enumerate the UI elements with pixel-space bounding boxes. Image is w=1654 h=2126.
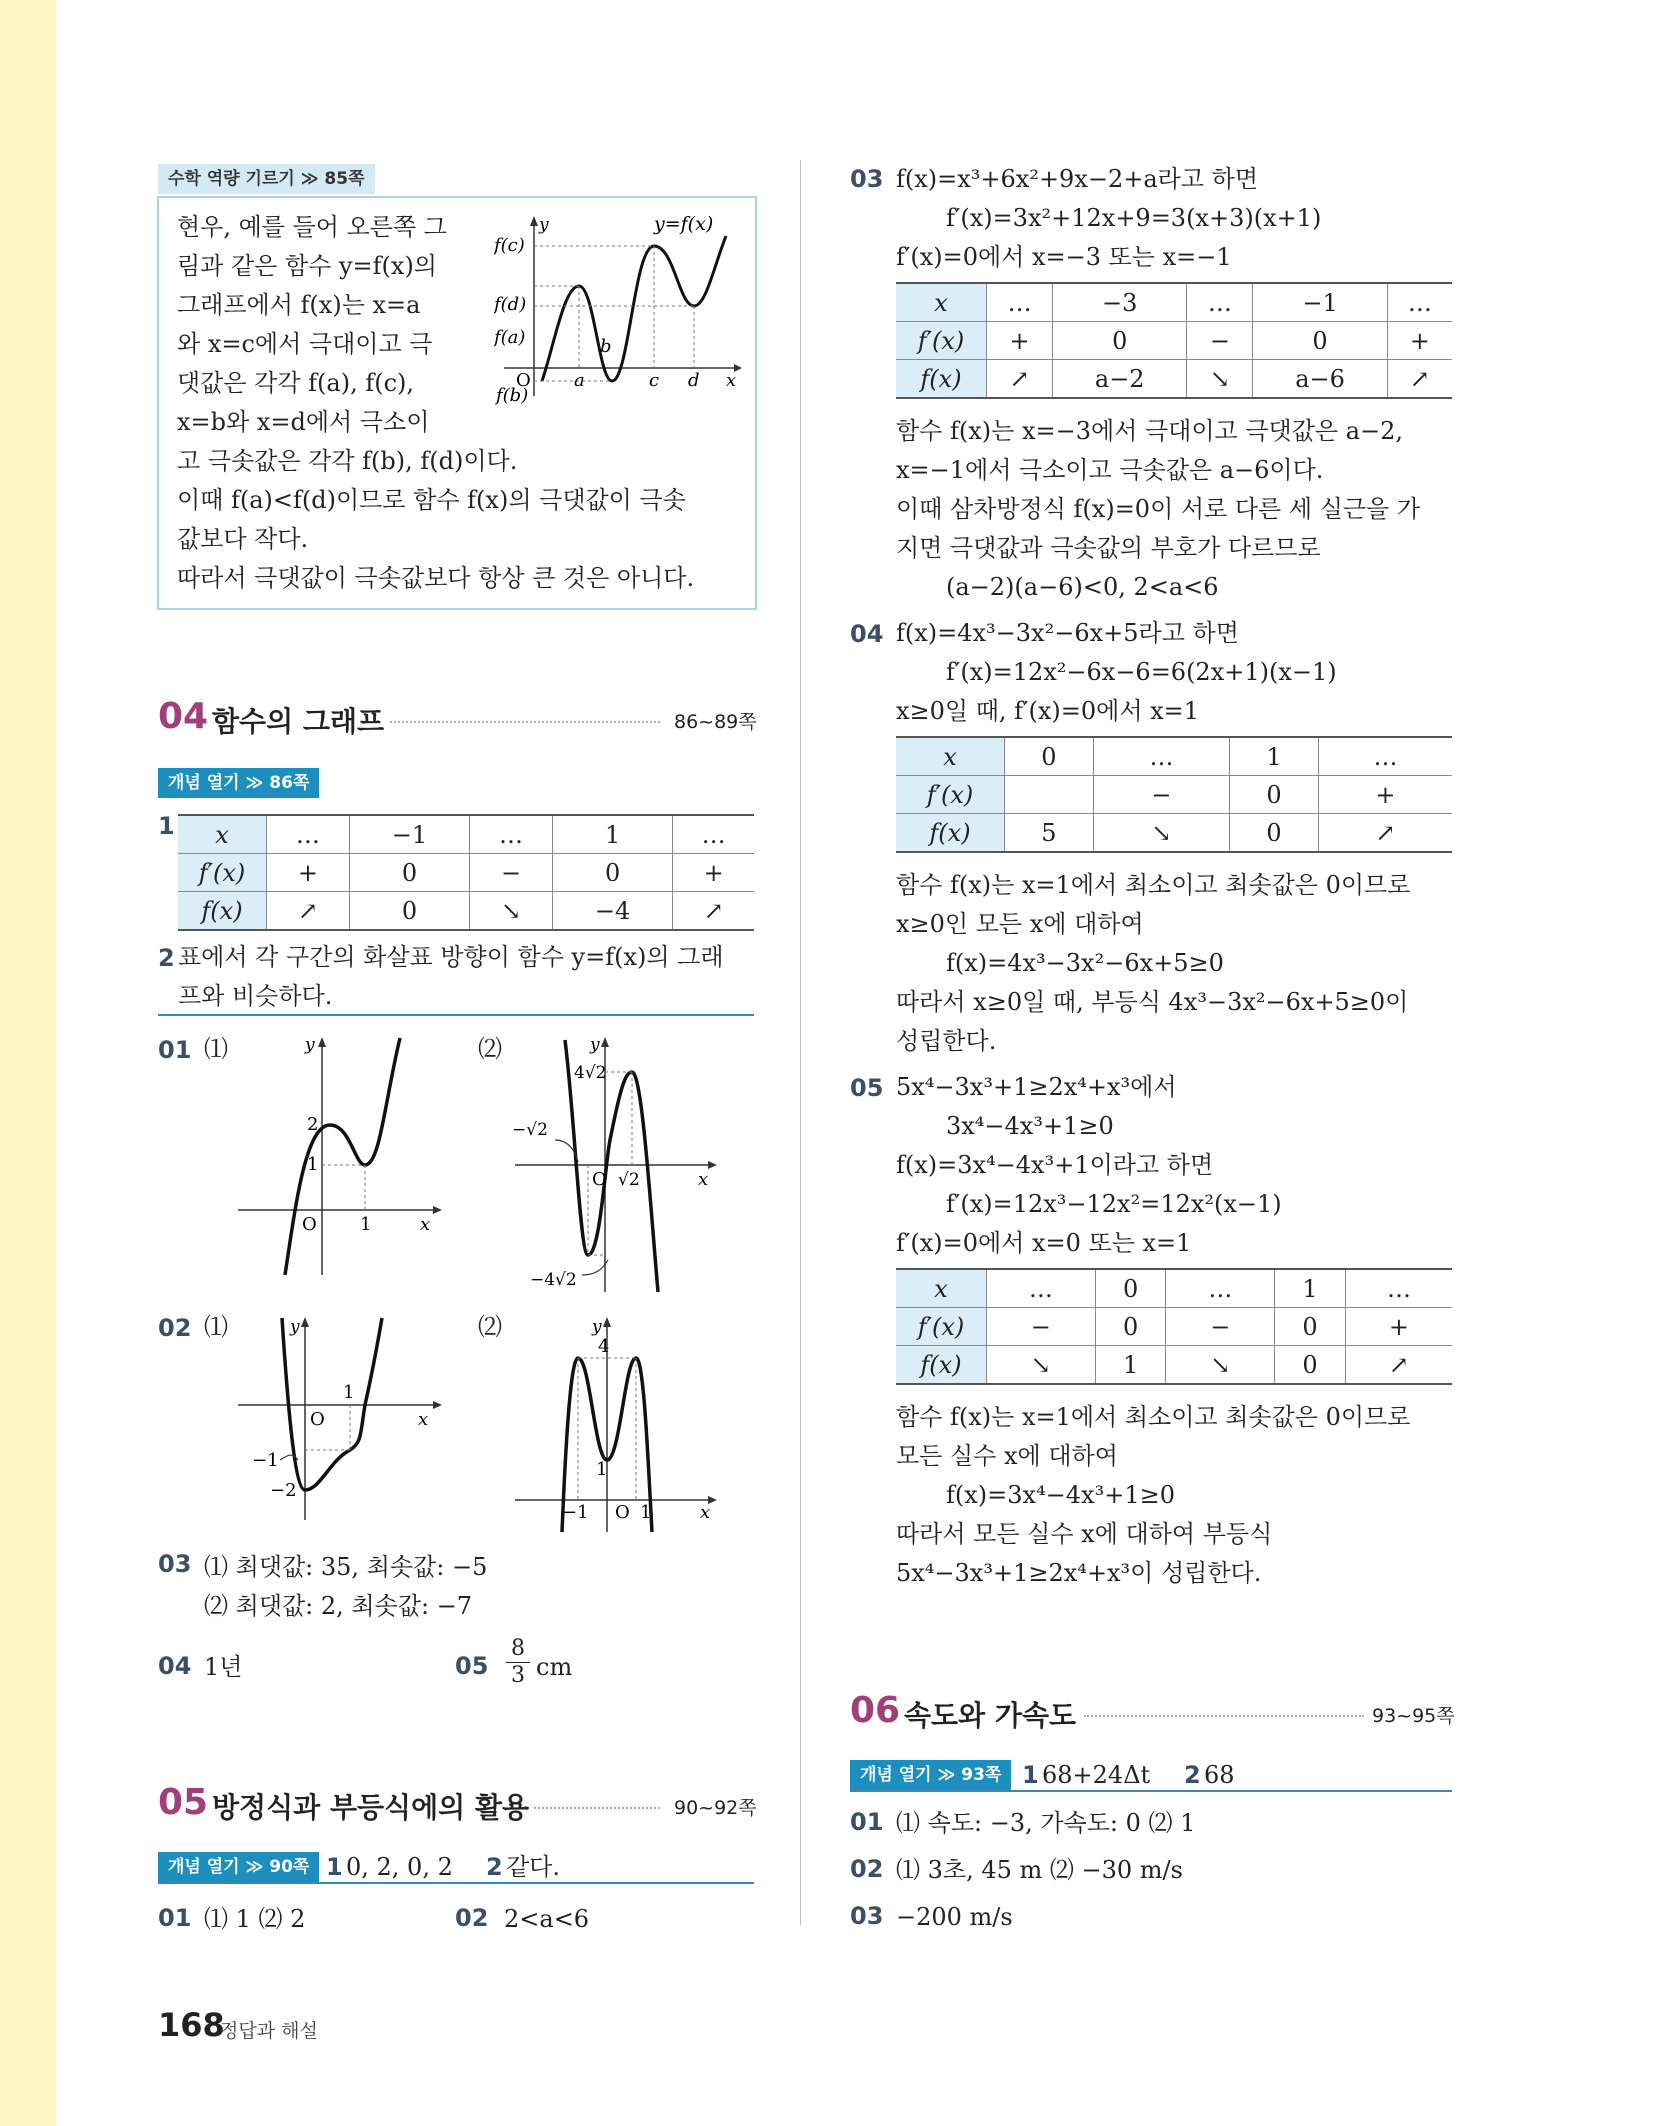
sec05-item2-number: 2 xyxy=(486,1853,503,1881)
sec06-answer-02: ⑴ 3초, 45 m ⑵ −30 m/s xyxy=(896,1856,1183,1884)
graph-label-fb: f(b) xyxy=(496,385,529,406)
sec05-item2: 같다. xyxy=(506,1853,560,1881)
t04-r0c1: 0 xyxy=(1005,737,1094,776)
g01b-r2: √2 xyxy=(618,1170,640,1190)
r03-line-1: f(x)=x³+6x²+9x−2+a라고 하면 xyxy=(896,165,1259,193)
section-06-tag: 개념 열기 ≫ 93쪽 xyxy=(850,1760,1011,1790)
g01b-origin: O xyxy=(592,1169,607,1190)
box-line-5: 댓값은 각각 f(a), f(c), xyxy=(177,369,415,397)
item-2-line-1: 표에서 각 구간의 화살표 방향이 함수 y=f(x)의 그래 xyxy=(178,943,724,971)
section-06-title: 속도와 가속도 xyxy=(904,1699,1077,1732)
t04-r1c3: 0 xyxy=(1230,776,1319,814)
graph-label-d: d xyxy=(688,370,700,391)
box-line-8: 이때 f(a)<f(d)이므로 함수 f(x)의 극댓값이 극솟 xyxy=(177,486,686,514)
t04-r2c2: ↘ xyxy=(1093,814,1229,853)
sec06-problem-03-number: 03 xyxy=(850,1902,884,1930)
r05b-line-3: f(x)=3x⁴−4x³+1≥0 xyxy=(946,1481,1175,1509)
graph-01-1 xyxy=(230,1030,450,1280)
g02a-one: 1 xyxy=(343,1382,355,1403)
graph-label-func: y=f(x) xyxy=(654,213,714,235)
sec05-answer-01: ⑴ 1 ⑵ 2 xyxy=(204,1905,306,1933)
g01a-one: 1 xyxy=(307,1154,319,1175)
sec05-item1: 0, 2, 0, 2 xyxy=(346,1853,453,1881)
t05-r1c5: + xyxy=(1345,1308,1452,1346)
t04-r0c4: … xyxy=(1318,737,1452,776)
t1-r0c5: … xyxy=(673,815,754,854)
r03b-line-2: x=−1에서 극소이고 극솟값은 a−6이다. xyxy=(896,456,1324,484)
sec05-answer-02: 2<a<6 xyxy=(504,1905,590,1933)
page-number: 168 xyxy=(158,2006,225,2044)
r05b-line-5: 5x⁴−3x³+1≥2x⁴+x³이 성립한다. xyxy=(896,1559,1262,1587)
sec06-answer-03: −200 m/s xyxy=(896,1903,1013,1931)
t1-r1c1: + xyxy=(267,854,350,892)
graph-label-fd: f(d) xyxy=(494,294,527,315)
sec06-problem-02-number: 02 xyxy=(850,1855,884,1883)
increase-decrease-table-05 xyxy=(896,1268,1452,1385)
increase-decrease-table-03 xyxy=(896,282,1452,399)
t1-r0c2: −1 xyxy=(349,815,469,854)
t05-r2c4: 0 xyxy=(1275,1346,1346,1385)
sec06-answer-01: ⑴ 속도: −3, 가속도: 0 ⑵ 1 xyxy=(896,1809,1196,1837)
g02b-y: y xyxy=(592,1317,602,1337)
graph-01-2 xyxy=(510,1030,725,1295)
r05b-line-1: 함수 f(x)는 x=1에서 최소이고 최솟값은 0이므로 xyxy=(896,1403,1411,1431)
t03-r1c1: + xyxy=(987,322,1053,360)
g01a-x1: 1 xyxy=(360,1214,372,1235)
problem-05-number: 05 xyxy=(455,1652,489,1680)
t03-r2c3: ↘ xyxy=(1187,360,1253,399)
g02a-y: y xyxy=(290,1317,300,1337)
answer-03-2: ⑵ 최댓값: 2, 최솟값: −7 xyxy=(204,1592,473,1620)
graph-02-2 xyxy=(510,1310,725,1535)
r05b-line-4: 따라서 모든 실수 x에 대하여 부등식 xyxy=(896,1520,1273,1548)
box-line-2: 림과 같은 함수 y=f(x)의 xyxy=(177,252,437,280)
explanation-box xyxy=(157,196,757,610)
t1-r2c5: ↗ xyxy=(673,892,754,931)
section-04-tag: 개념 열기 ≫ 86쪽 xyxy=(158,768,319,798)
t04-r1c0: f′(x) xyxy=(896,776,1005,814)
g01a-x: x xyxy=(420,1214,431,1235)
t03-r1c3: − xyxy=(1187,322,1253,360)
t04-r2c4: ↗ xyxy=(1318,814,1452,853)
graph-label-a: a xyxy=(574,370,585,391)
g02a-m1: −1 xyxy=(252,1450,279,1471)
sec06-item2: 68 xyxy=(1204,1761,1235,1789)
graph-label-c: c xyxy=(649,370,660,391)
box-line-6: x=b와 x=d에서 극소이 xyxy=(177,408,430,436)
t05-r2c3: ↘ xyxy=(1166,1346,1275,1385)
footer-label: 정답과 해설 xyxy=(220,2020,318,2042)
box-tag: 수학 역량 기르기 ≫ 85쪽 xyxy=(158,164,375,194)
r05-line-1: 5x⁴−3x³+1≥2x⁴+x³에서 xyxy=(896,1073,1177,1101)
t03-r1c4: 0 xyxy=(1253,322,1387,360)
t05-r1c1: − xyxy=(987,1308,1096,1346)
answer-05-unit: cm xyxy=(536,1653,573,1681)
t1-r2c3: ↘ xyxy=(470,892,553,931)
t05-r2c2: 1 xyxy=(1095,1346,1166,1385)
g01a-y: y xyxy=(305,1035,315,1055)
item-2-line-2: 프와 비슷하다. xyxy=(178,982,333,1010)
g02b-m1: −1 xyxy=(562,1502,589,1523)
r04-line-2: f′(x)=12x²−6x−6=6(2x+1)(x−1) xyxy=(946,658,1337,686)
problem-01-sub2: ⑵ xyxy=(478,1035,502,1063)
t04-r2c0: f(x) xyxy=(896,814,1005,853)
extrema-graph xyxy=(494,206,754,406)
graph-label-origin: O xyxy=(516,370,531,391)
section-06-rule xyxy=(850,1790,1452,1792)
sec05-item1-number: 1 xyxy=(326,1853,343,1881)
r04-line-1: f(x)=4x³−3x²−6x+5라고 하면 xyxy=(896,619,1239,647)
section-06-number: 06 xyxy=(850,1690,901,1731)
fraction-numerator: 8 xyxy=(511,1636,525,1661)
r04b-line-2: x≥0인 모든 x에 대하여 xyxy=(896,910,1144,938)
sec06-item1-number: 1 xyxy=(1022,1761,1039,1789)
t1-r2c4: −4 xyxy=(552,892,672,931)
r04b-line-5: 성립한다. xyxy=(896,1027,997,1055)
t03-r0c5: … xyxy=(1387,283,1452,322)
sec06-problem-01-number: 01 xyxy=(850,1808,884,1836)
answer-04: 1년 xyxy=(204,1653,243,1681)
g02a-x: x xyxy=(418,1409,429,1430)
t1-r1c2: 0 xyxy=(349,854,469,892)
section-05-rule xyxy=(158,1882,754,1884)
r05-line-5: f′(x)=0에서 x=0 또는 x=1 xyxy=(896,1229,1192,1257)
box-line-1: 현우, 예를 들어 오른쪽 그 xyxy=(177,213,447,241)
r03-line-2: f′(x)=3x²+12x+9=3(x+3)(x+1) xyxy=(946,204,1322,232)
t03-r0c1: … xyxy=(987,283,1053,322)
section-05-dots xyxy=(534,1807,660,1809)
item-2-number: 2 xyxy=(158,944,175,972)
t03-r2c2: a−2 xyxy=(1053,360,1187,399)
r04-line-3: x≥0일 때, f′(x)=0에서 x=1 xyxy=(896,697,1200,725)
problem-02-number: 02 xyxy=(158,1314,192,1342)
r03b-line-1: 함수 f(x)는 x=−3에서 극대이고 극댓값은 a−2, xyxy=(896,417,1404,445)
problem-01-number: 01 xyxy=(158,1036,192,1064)
t03-r2c1: ↗ xyxy=(987,360,1053,399)
sec06-item1: 68+24Δt xyxy=(1042,1761,1151,1789)
box-line-4: 와 x=c에서 극대이고 극 xyxy=(177,330,433,358)
graph-label-y: y xyxy=(539,215,549,235)
section-04-number: 04 xyxy=(158,696,209,737)
t03-r0c3: … xyxy=(1187,283,1253,322)
section-04-dots xyxy=(390,721,660,723)
t05-r1c4: 0 xyxy=(1275,1308,1346,1346)
r-problem-05-number: 05 xyxy=(850,1074,884,1102)
t1-r0c4: 1 xyxy=(552,815,672,854)
r05-line-3: f(x)=3x⁴−4x³+1이라고 하면 xyxy=(896,1151,1214,1179)
t05-r1c3: − xyxy=(1166,1308,1275,1346)
r03b-line-4: 지면 극댓값과 극솟값의 부호가 다르므로 xyxy=(896,534,1321,562)
t04-r0c0: x xyxy=(896,737,1005,776)
section-05-pages: 90~92쪽 xyxy=(674,1797,757,1819)
g02a-origin: O xyxy=(310,1409,325,1430)
t04-r0c2: … xyxy=(1093,737,1229,776)
t05-r1c0: f′(x) xyxy=(896,1308,987,1346)
t04-r1c4: + xyxy=(1318,776,1452,814)
g01a-two: 2 xyxy=(307,1114,319,1135)
r03-line-3: f′(x)=0에서 x=−3 또는 x=−1 xyxy=(896,243,1232,271)
answer-03-1: ⑴ 최댓값: 35, 최솟값: −5 xyxy=(204,1553,488,1581)
problem-02-sub2: ⑵ xyxy=(478,1313,502,1341)
t05-r0c3: … xyxy=(1166,1269,1275,1308)
problem-03-number: 03 xyxy=(158,1550,192,1578)
problem-04-number: 04 xyxy=(158,1652,192,1680)
t03-r2c0: f(x) xyxy=(896,360,987,399)
r04b-line-1: 함수 f(x)는 x=1에서 최소이고 최솟값은 0이므로 xyxy=(896,871,1411,899)
t1-r1c0: f′(x) xyxy=(178,854,267,892)
section-04-rule xyxy=(158,1014,754,1016)
section-04-title: 함수의 그래프 xyxy=(212,705,385,738)
g01b-y: y xyxy=(590,1035,600,1055)
g01a-origin: O xyxy=(302,1214,317,1235)
box-line-7: 고 극솟값은 각각 f(b), f(d)이다. xyxy=(177,447,518,475)
t1-r2c1: ↗ xyxy=(267,892,350,931)
g02b-one: 1 xyxy=(596,1459,608,1480)
section-05-number: 05 xyxy=(158,1782,209,1823)
t1-r0c3: … xyxy=(470,815,553,854)
t05-r0c1: … xyxy=(987,1269,1096,1308)
g02b-four: 4 xyxy=(598,1336,610,1357)
sec05-problem-02-number: 02 xyxy=(455,1904,489,1932)
t1-r1c5: + xyxy=(673,854,754,892)
t03-r1c0: f′(x) xyxy=(896,322,987,360)
graph-label-x: x xyxy=(726,370,737,391)
t04-r1c1 xyxy=(1005,776,1094,814)
r05b-line-2: 모든 실수 x에 대하여 xyxy=(896,1442,1118,1470)
g02b-x: x xyxy=(700,1502,711,1523)
sec06-item2-number: 2 xyxy=(1184,1761,1201,1789)
sec05-problem-01-number: 01 xyxy=(158,1904,192,1932)
item-1-number: 1 xyxy=(158,812,175,840)
problem-01-sub1: ⑴ xyxy=(204,1035,228,1063)
box-line-3: 그래프에서 f(x)는 x=a xyxy=(177,291,421,319)
t04-r2c3: 0 xyxy=(1230,814,1319,853)
problem-02-sub1: ⑴ xyxy=(204,1313,228,1341)
r04b-line-4: 따라서 x≥0일 때, 부등식 4x³−3x²−6x+5≥0이 xyxy=(896,988,1409,1016)
r-problem-03-number: 03 xyxy=(850,165,884,193)
t05-r0c2: 0 xyxy=(1095,1269,1166,1308)
section-06-dots xyxy=(1084,1715,1364,1717)
t05-r0c0: x xyxy=(896,1269,987,1308)
r-problem-04-number: 04 xyxy=(850,620,884,648)
g02b-p1: 1 xyxy=(640,1502,652,1523)
graph-02-1 xyxy=(230,1310,450,1530)
t1-r2c2: 0 xyxy=(349,892,469,931)
graph-label-fa: f(a) xyxy=(494,327,526,348)
t03-r0c4: −1 xyxy=(1253,283,1387,322)
r04b-line-3: f(x)=4x³−3x²−6x+5≥0 xyxy=(946,949,1224,977)
fraction xyxy=(506,1636,530,1689)
box-line-10: 따라서 극댓값이 극솟값보다 항상 큰 것은 아니다. xyxy=(177,564,695,592)
column-divider xyxy=(800,160,801,1925)
g01b-x: x xyxy=(698,1169,709,1190)
section-05-tag: 개념 열기 ≫ 90쪽 xyxy=(158,1852,319,1882)
t05-r2c0: f(x) xyxy=(896,1346,987,1385)
r05-line-4: f′(x)=12x³−12x²=12x²(x−1) xyxy=(946,1190,1282,1218)
g01b-left: −√2 xyxy=(512,1120,548,1140)
t04-r1c2: − xyxy=(1093,776,1229,814)
g01b-bottom: −4√2 xyxy=(530,1270,577,1290)
t03-r2c5: ↗ xyxy=(1387,360,1452,399)
graph-label-b: b xyxy=(600,336,612,357)
r05-line-2: 3x⁴−4x³+1≥0 xyxy=(946,1112,1114,1140)
t05-r2c5: ↗ xyxy=(1345,1346,1452,1385)
t05-r0c5: … xyxy=(1345,1269,1452,1308)
t05-r0c4: 1 xyxy=(1275,1269,1346,1308)
t03-r2c4: a−6 xyxy=(1253,360,1387,399)
t1-r0c1: … xyxy=(267,815,350,854)
t1-r1c3: − xyxy=(470,854,553,892)
r03b-line-5: (a−2)(a−6)<0, 2<a<6 xyxy=(946,573,1219,601)
page-margin-stripe xyxy=(0,0,56,2126)
box-line-9: 값보다 작다. xyxy=(177,525,309,553)
t03-r0c2: −3 xyxy=(1053,283,1187,322)
t04-r2c1: 5 xyxy=(1005,814,1094,853)
t05-r2c1: ↘ xyxy=(987,1346,1096,1385)
t1-r2c0: f(x) xyxy=(178,892,267,931)
section-06-pages: 93~95쪽 xyxy=(1372,1705,1455,1727)
t04-r0c3: 1 xyxy=(1230,737,1319,776)
fraction-denominator: 3 xyxy=(506,1662,530,1689)
g02a-m2: −2 xyxy=(270,1480,297,1501)
g02b-origin: O xyxy=(615,1502,630,1523)
increase-decrease-table-1 xyxy=(178,814,754,931)
t1-r0c0: x xyxy=(178,815,267,854)
section-04-pages: 86~89쪽 xyxy=(674,711,757,733)
t1-r1c4: 0 xyxy=(552,854,672,892)
t03-r1c5: + xyxy=(1387,322,1452,360)
graph-label-fc: f(c) xyxy=(494,235,525,256)
r03b-line-3: 이때 삼차방정식 f(x)=0이 서로 다른 세 실근을 가 xyxy=(896,495,1421,523)
t05-r1c2: 0 xyxy=(1095,1308,1166,1346)
t03-r1c2: 0 xyxy=(1053,322,1187,360)
t03-r0c0: x xyxy=(896,283,987,322)
section-05-title: 방정식과 부등식에의 활용 xyxy=(212,1791,530,1824)
g01b-top: 4√2 xyxy=(574,1063,607,1083)
increase-decrease-table-04 xyxy=(896,736,1452,853)
